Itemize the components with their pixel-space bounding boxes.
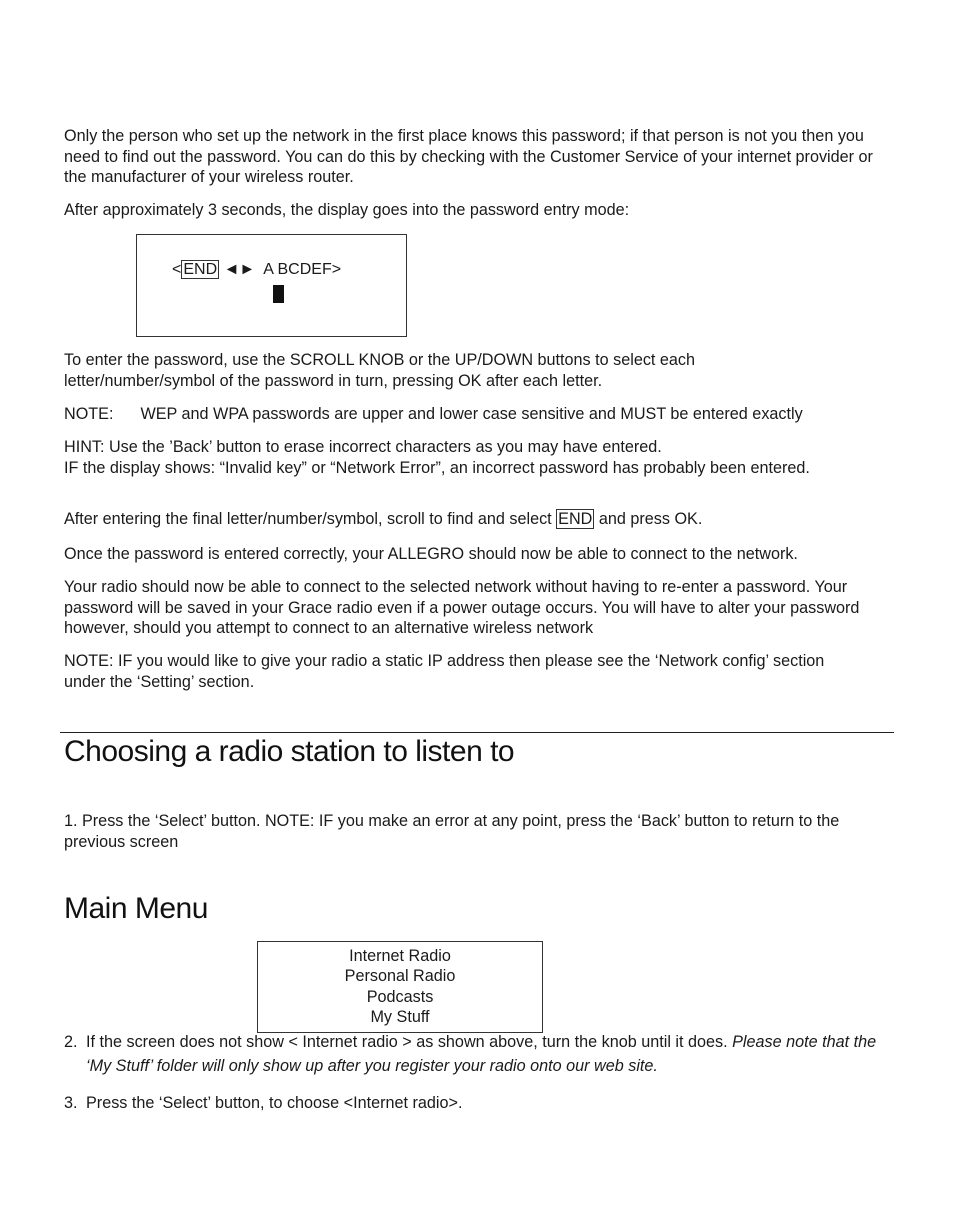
password-saved-paragraph: Your radio should now be able to connect to the selected network without having to re-enter a password. Your password will be saved in your Grace radio even if a power outage occurs. You will have to alter your password however, should you attempt to connect to an alternative wireless network xyxy=(64,578,860,637)
lcd-cursor xyxy=(273,285,284,303)
hint-label: HINT: xyxy=(64,438,105,456)
menu-item-personal-radio: Personal Radio xyxy=(344,967,456,986)
step-2-number: 2. xyxy=(64,1033,78,1051)
setting-ref: Setting xyxy=(140,672,191,691)
menu-list xyxy=(258,946,542,1028)
password-mode-paragraph: After approximately 3 seconds, the display goes into the password entry mode: xyxy=(64,201,630,219)
heading-main-menu: Main Menu xyxy=(64,892,208,925)
step-3-text: Press the ‘Select’ button, to choose <Internet radio>. xyxy=(86,1094,463,1112)
intro-paragraph: Only the person who set up the network in the first place knows this password; if that person is not you then you need to find out the password. You can do this by checking with the Customer Service of your internet provider or the manufacturer of your wireless router. xyxy=(64,127,873,186)
my-stuff-note: Please note that the ‘My Stuff’ folder will only show up after you register your radio onto our web site. xyxy=(86,1033,877,1075)
ok-label: OK xyxy=(458,371,482,390)
connected-paragraph: Once the password is entered correctly, your ALLEGRO should now be able to connect to the network. xyxy=(64,545,798,563)
heading-choosing-station: Choosing a radio station to listen to xyxy=(64,735,515,768)
lcd-lt: < xyxy=(172,261,182,278)
lcd-main-menu xyxy=(257,941,543,1033)
scroll-knob-label: SCROLL KNOB xyxy=(289,351,405,369)
ok-label-2: OK. xyxy=(674,510,703,528)
lcd-end-boxed: END xyxy=(183,261,218,278)
lcd-arrows: ◄► xyxy=(219,261,260,278)
note-label: NOTE: xyxy=(64,405,114,423)
network-config-ref: Network config xyxy=(658,652,766,670)
updown-label: UP/DOWN xyxy=(454,351,534,369)
step-3 xyxy=(64,1091,894,1115)
end-boxed: END xyxy=(558,510,593,528)
lcd-password-line xyxy=(172,261,341,279)
menu-item-my-stuff: My Stuff xyxy=(370,1008,430,1027)
step-1: 1. Press the ‘Select’ button. NOTE: IF you make an error at any point, press the ‘Back’ button to return to the previous screen xyxy=(64,812,840,851)
select-end-paragraph: After entering the final letter/number/symbol, scroll to find and select END and press OK. xyxy=(64,510,703,528)
step-2: 2. If the screen does not show < Internet radio > as shown above, turn the knob until it does. Please note that the ‘My Stuff’ folder will only show up after you register your radio onto our web site. xyxy=(64,1030,894,1078)
note-case-sensitive: NOTE: WEP and WPA passwords are upper and lower case sensitive and MUST be entered exactly xyxy=(64,405,803,423)
enter-password-paragraph: To enter the password, use the SCROLL KNOB or the UP/DOWN buttons to select each letter/number/symbol of the password in turn, pressing OK after each letter. xyxy=(64,351,696,390)
note2-label: NOTE: xyxy=(64,652,114,670)
section-divider xyxy=(60,732,894,733)
lcd-letters: A BCDEF> xyxy=(259,261,342,278)
menu-item-internet-radio: Internet Radio xyxy=(349,947,451,965)
static-ip-note: NOTE: IF you would like to give your radio a static IP address then please see the ‘Network config’ section under the ‘Setting’ section. xyxy=(64,652,825,691)
menu-item-podcasts: Podcasts xyxy=(366,987,434,1006)
step-3-number: 3. xyxy=(64,1094,78,1112)
lcd-password-display xyxy=(136,234,407,337)
invalid-key-text: IF the display shows: “Invalid key” or “Network Error”, an incorrect password has probably been entered. xyxy=(64,458,810,477)
hint-paragraph: HINT: Use the ’Back’ button to erase incorrect characters as you may have entered. IF the display shows: “Invalid key” or “Network Error”, an incorrect password has probably been entered. xyxy=(64,438,810,477)
